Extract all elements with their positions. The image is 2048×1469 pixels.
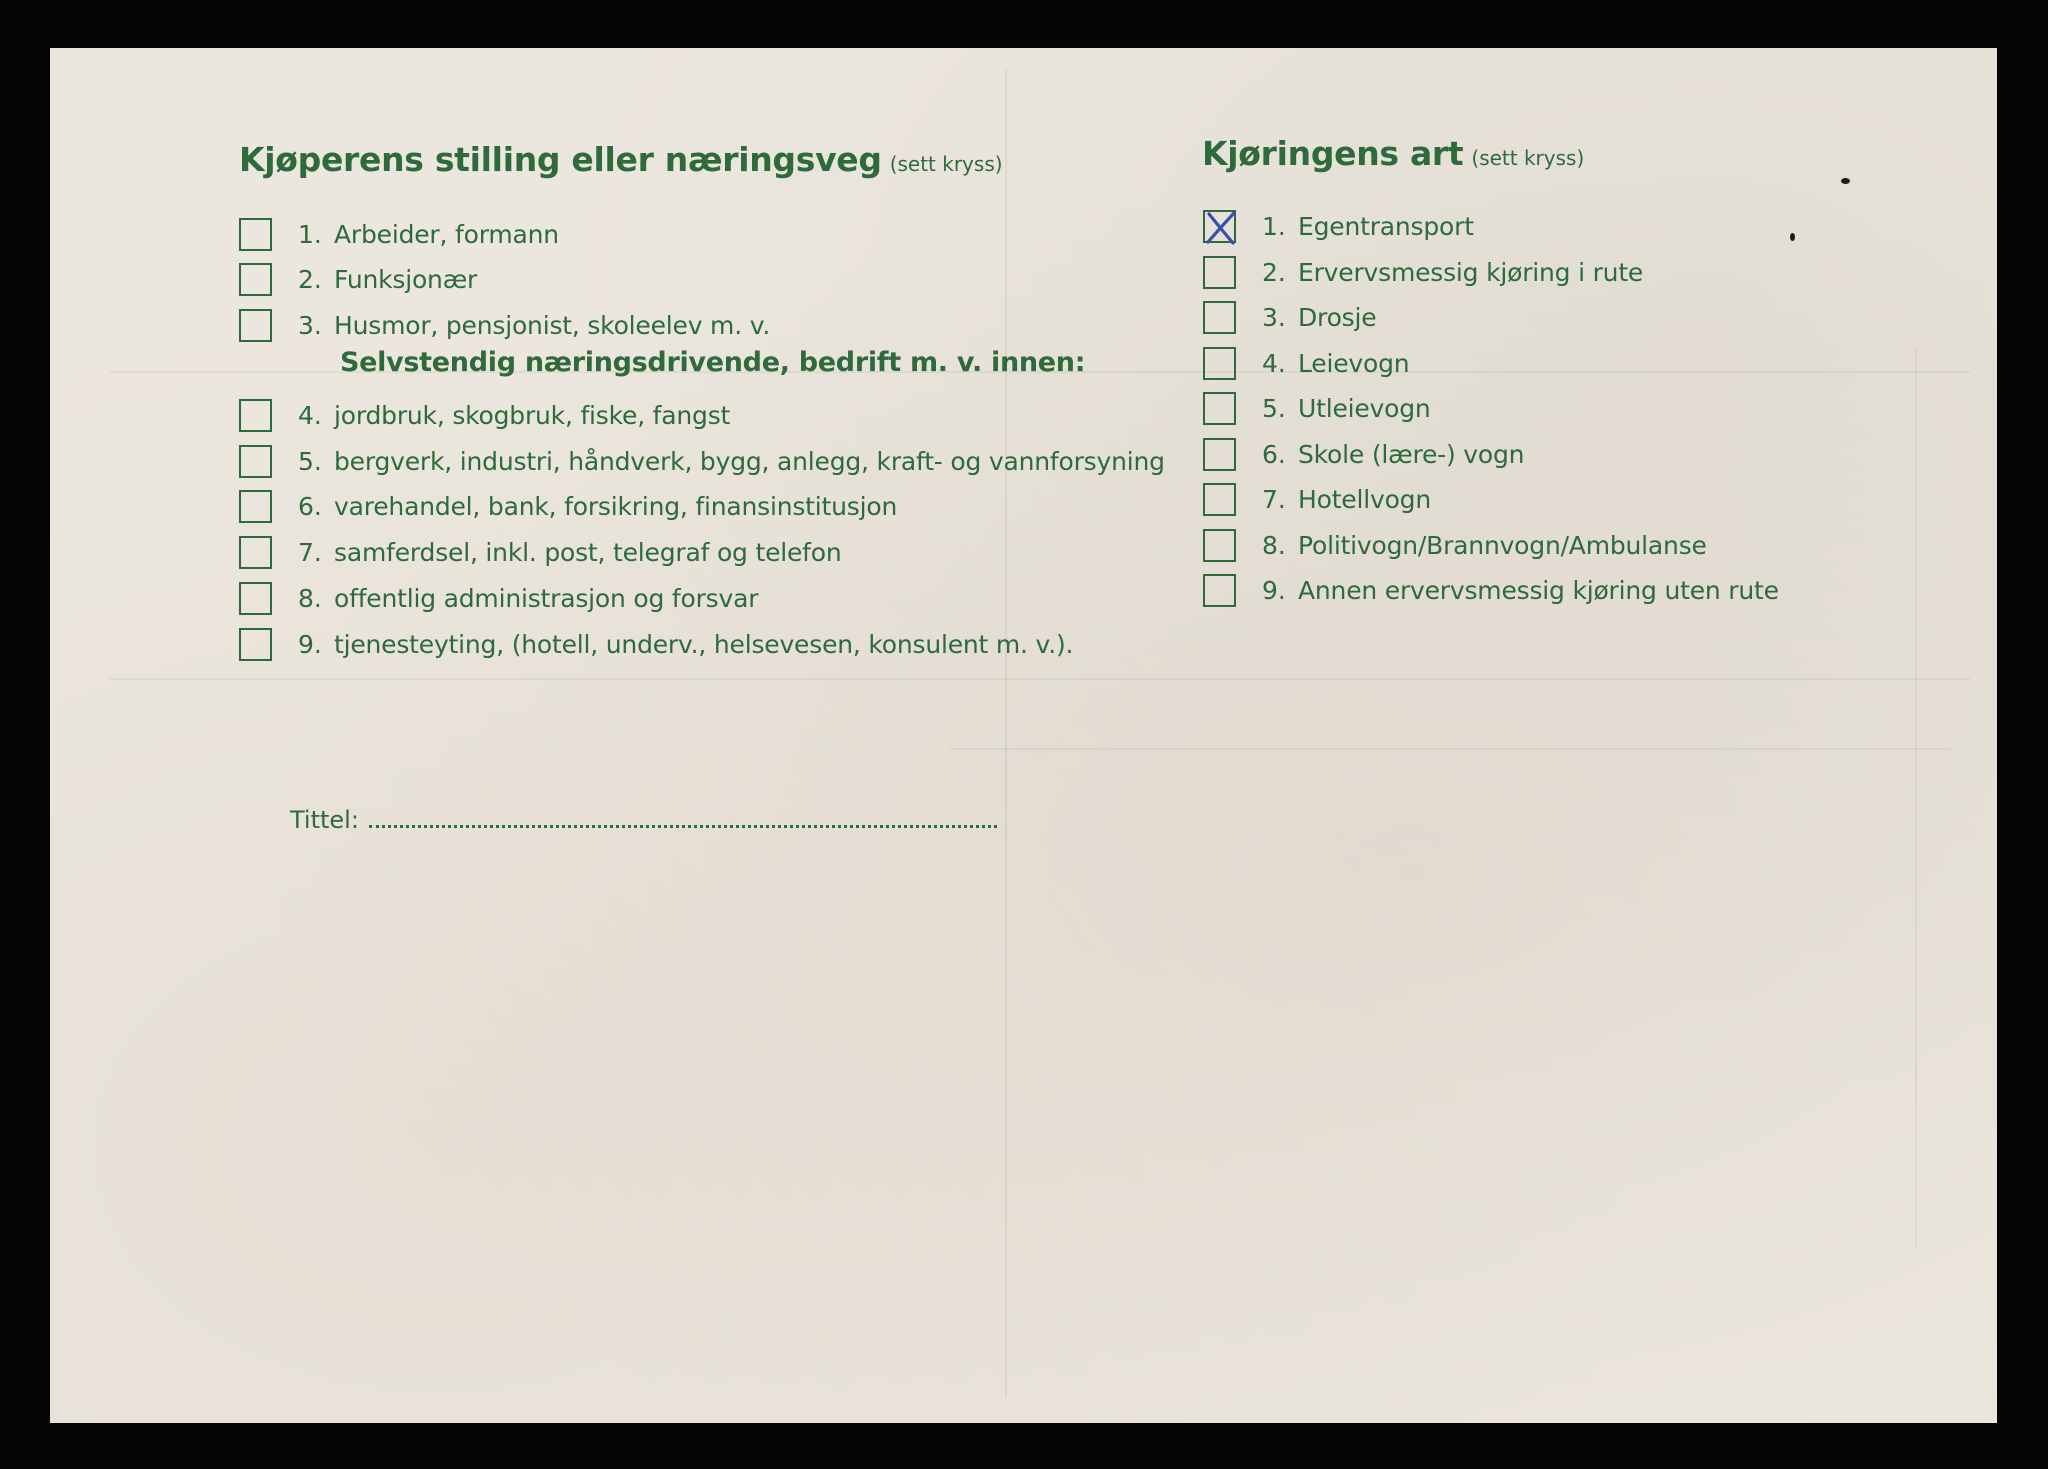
item-label: Funksjonær	[334, 264, 478, 294]
checkbox[interactable]	[1203, 438, 1236, 471]
item-number: 2.	[1262, 257, 1286, 287]
item-label: bergverk, industri, håndverk, bygg, anlegg, kraft- og vannforsyning	[334, 446, 1165, 476]
checkbox-row	[1203, 570, 1779, 610]
checkbox[interactable]	[239, 218, 272, 251]
item-number: 4.	[298, 400, 322, 430]
item-label: offentlig administrasjon og forsvar	[334, 583, 759, 613]
item-number: 9.	[298, 629, 322, 659]
checkbox-row	[1203, 343, 1409, 383]
scan-speck	[1790, 233, 1795, 241]
driving-type-heading-note: (sett kryss)	[1471, 146, 1585, 170]
checkbox-row	[1203, 297, 1376, 337]
driving-type-heading	[1202, 134, 1584, 173]
item-number: 6.	[298, 491, 322, 521]
checkbox[interactable]	[239, 399, 272, 432]
checkbox[interactable]	[239, 490, 272, 523]
item-label: varehandel, bank, forsikring, finansinstitusjon	[334, 491, 898, 521]
checkbox[interactable]	[1203, 574, 1236, 607]
checkbox-row	[239, 532, 842, 572]
checkbox[interactable]	[1203, 301, 1236, 334]
item-label: Ervervsmessig kjøring i rute	[1298, 257, 1644, 287]
item-label: Arbeider, formann	[334, 219, 559, 249]
buyer-occupation-heading-note: (sett kryss)	[889, 152, 1003, 176]
bleed-through-line	[110, 678, 1970, 680]
checkbox-row	[1203, 206, 1474, 246]
checkbox-row	[1203, 479, 1431, 519]
checkbox[interactable]	[1203, 392, 1236, 425]
item-label: Leievogn	[1298, 348, 1410, 378]
item-label: Annen ervervsmessig kjøring uten rute	[1298, 575, 1779, 605]
checkbox-row	[1203, 434, 1524, 474]
checkbox[interactable]	[1203, 529, 1236, 562]
item-number: 6.	[1262, 439, 1286, 469]
item-label: Egentransport	[1298, 211, 1474, 241]
checkbox[interactable]	[1203, 256, 1236, 289]
checkbox-row	[1203, 388, 1431, 428]
item-label: Hotellvogn	[1298, 484, 1431, 514]
checkbox-row	[239, 578, 758, 618]
title-field	[290, 806, 997, 834]
checkbox-row	[239, 259, 477, 299]
checkbox-row	[239, 214, 559, 254]
title-label: Tittel:	[290, 806, 359, 834]
item-label: tjenesteyting, (hotell, underv., helsevesen, konsulent m. v.).	[334, 629, 1074, 659]
item-label: samferdsel, inkl. post, telegraf og telefon	[334, 537, 842, 567]
checkbox[interactable]	[1203, 210, 1236, 243]
item-number: 8.	[1262, 530, 1286, 560]
item-label: Husmor, pensjonist, skoleelev m. v.	[334, 310, 771, 340]
bleed-through-line	[950, 748, 1950, 750]
item-number: 7.	[298, 537, 322, 567]
checkbox[interactable]	[239, 309, 272, 342]
checkbox-row	[239, 624, 1073, 664]
item-number: 3.	[1262, 302, 1286, 332]
item-number: 1.	[1262, 211, 1286, 241]
item-number: 4.	[1262, 348, 1286, 378]
item-number: 5.	[298, 446, 322, 476]
checkbox-row	[239, 305, 770, 345]
checkbox[interactable]	[239, 263, 272, 296]
bleed-through-line	[1915, 348, 1917, 1248]
scan-speck	[1841, 178, 1850, 184]
item-label: Skole (lære-) vogn	[1298, 439, 1525, 469]
form-sheet	[50, 48, 1997, 1423]
item-number: 7.	[1262, 484, 1286, 514]
self-employed-subheading: Selvstendig næringsdrivende, bedrift m. v. innen:	[340, 347, 1086, 378]
checkbox[interactable]	[239, 628, 272, 661]
check-x-mark-icon	[1203, 207, 1239, 247]
driving-type-heading-text: Kjøringens art	[1202, 134, 1464, 173]
checkbox-row	[1203, 525, 1707, 565]
checkbox[interactable]	[239, 536, 272, 569]
bleed-through-fold	[1005, 68, 1007, 1398]
item-number: 2.	[298, 264, 322, 294]
item-number: 5.	[1262, 393, 1286, 423]
checkbox[interactable]	[1203, 347, 1236, 380]
item-label: Utleievogn	[1298, 393, 1431, 423]
checkbox-row	[1203, 252, 1643, 292]
title-input-line[interactable]	[369, 807, 997, 828]
checkbox[interactable]	[239, 445, 272, 478]
checkbox[interactable]	[239, 582, 272, 615]
checkbox[interactable]	[1203, 483, 1236, 516]
item-number: 1.	[298, 219, 322, 249]
item-number: 9.	[1262, 575, 1286, 605]
buyer-occupation-heading	[239, 140, 1003, 179]
item-number: 3.	[298, 310, 322, 340]
checkbox-row	[239, 486, 897, 526]
item-label: Politivogn/Brannvogn/Ambulanse	[1298, 530, 1707, 560]
item-number: 8.	[298, 583, 322, 613]
checkbox-row	[239, 395, 730, 435]
buyer-occupation-heading-text: Kjøperens stilling eller næringsveg	[239, 140, 882, 179]
item-label: jordbruk, skogbruk, fiske, fangst	[334, 400, 731, 430]
checkbox-row	[239, 441, 1165, 481]
item-label: Drosje	[1298, 302, 1377, 332]
